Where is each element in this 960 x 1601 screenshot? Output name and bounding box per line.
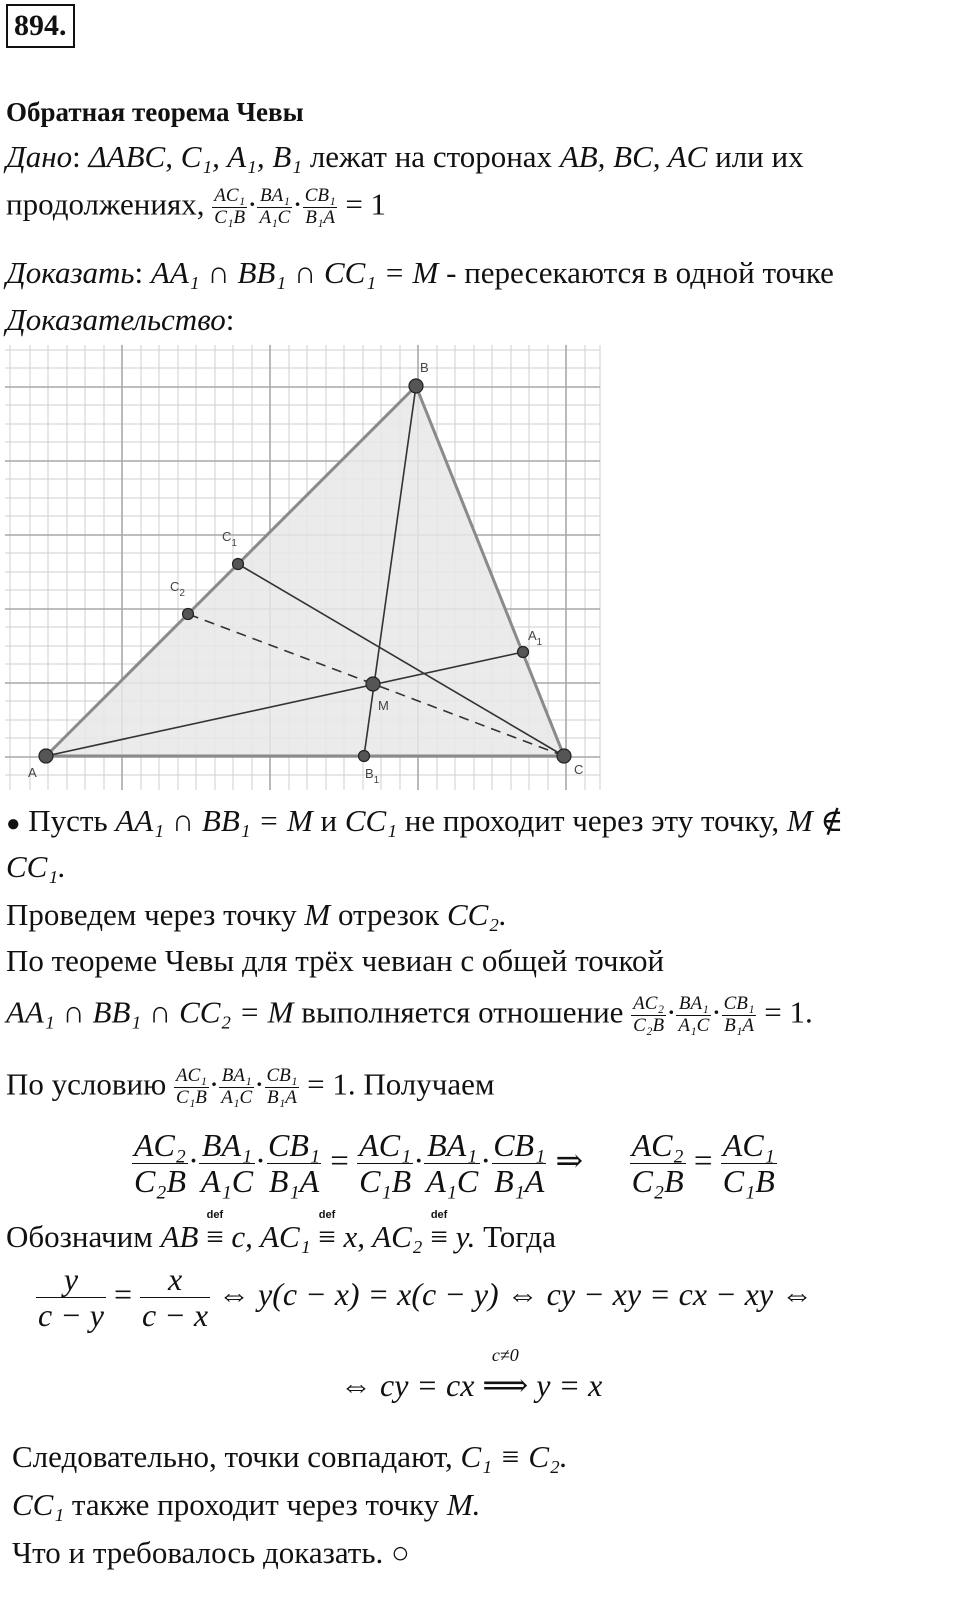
equation-conclusion	[340, 1345, 603, 1403]
label-m: M	[378, 698, 389, 713]
conclusion-2-math-2: M.	[446, 1487, 481, 1522]
step-5-text: По условию	[6, 1066, 175, 1102]
step-2-math-1: M	[304, 897, 331, 932]
step-4-math: AA₁ ∩ BB₁ ∩ CC₂ = M	[6, 994, 294, 1030]
conclusion-1-math: C₁ ≡ C₂.	[460, 1439, 568, 1474]
fraction-denominator: B₁A	[266, 1086, 297, 1108]
eq1-fraction-r1	[357, 1128, 413, 1199]
def-mark: def	[430, 1209, 448, 1221]
step-6-c: c, AC₁	[223, 1219, 311, 1254]
def-equal-icon: def ≡	[206, 1209, 224, 1254]
problem-number: 894.	[6, 4, 75, 48]
prove-text: - пересекаются в одной точке	[438, 255, 834, 290]
bullet-icon: ●	[6, 811, 21, 837]
fraction-numerator: BA₁	[427, 1127, 478, 1163]
fraction-denominator: c − y	[38, 1297, 104, 1334]
label-c1: $C_1$	[222, 529, 237, 549]
fraction-denominator: c − x	[142, 1297, 209, 1334]
step-2-text: Проведем через точку	[6, 897, 305, 932]
conclusion-2-math: CC₁	[12, 1487, 65, 1522]
fraction-denominator: A₁C	[221, 1086, 253, 1108]
fraction-numerator: AC₂	[633, 993, 665, 1014]
def-mark: def	[206, 1209, 224, 1221]
step-5-fraction-3	[264, 1066, 299, 1109]
given-math-1: ΔABC, C₁, A₁, B₁	[88, 139, 303, 174]
step-5-fraction-2	[219, 1066, 254, 1109]
given-fraction-2	[257, 186, 292, 229]
step-1-math-2: CC₁	[344, 803, 398, 838]
eq1-fraction-r3	[491, 1128, 547, 1199]
proof-label: Доказательство	[6, 302, 226, 337]
step-6-text-2: Тогда	[475, 1219, 556, 1254]
step-4-fraction-1	[631, 994, 666, 1037]
fraction-denominator: B₁A	[268, 1163, 320, 1200]
label-c: C	[574, 762, 584, 777]
fraction-numerator: BA₁	[260, 185, 290, 206]
equation-ratio-equality: $\frac{\text{AC₂}}{\text{C₂B}}$ · $\frac{\text{BA₁}}{\text{A₁C}}$ · $\frac{\text{CB₁}}{\text{B₁A}}$ = $\frac{\text{AC₁}}{\text{C₁B}}$ · $\frac{\text{BA₁}}{\text{A₁C}}$ · $\frac{\text{CB₁}}{\text{B₁A}}$ ⇒ $\frac{\text{AC₂}}{\text{C₂B}}$ = $\frac{\text{AC₁}}{\text{C₁B}}$	[134, 1127, 775, 1200]
def-equal-icon: def ≡	[430, 1209, 448, 1254]
def-equal-icon: def ≡	[318, 1209, 336, 1254]
fraction-denominator: C₁B	[176, 1086, 207, 1108]
fraction-numerator: AC₁	[359, 1127, 412, 1163]
fraction-numerator: BA₁	[201, 1127, 253, 1163]
label-b1: $B_1$	[365, 766, 380, 786]
step-6-text: Обозначим	[6, 1219, 161, 1254]
prove-line	[6, 256, 834, 290]
eq2-fraction-1	[36, 1262, 106, 1333]
eq1-fraction-l1	[132, 1128, 188, 1199]
eq3-right: y = x	[536, 1367, 603, 1403]
given-text-1: лежат на сторонах	[302, 139, 560, 174]
prove-colon: :	[134, 255, 144, 290]
fraction-numerator: x	[167, 1261, 183, 1297]
step-6-y: y.	[447, 1219, 476, 1254]
fraction-denominator: C₁B	[359, 1163, 412, 1200]
fraction-numerator: CB₁	[266, 1065, 298, 1086]
fraction-numerator: AC₁	[722, 1127, 775, 1163]
proof-heading	[6, 303, 234, 337]
step-4-fraction-2	[676, 994, 711, 1037]
point-b	[409, 379, 423, 393]
given-label: Дано	[6, 139, 73, 174]
eq2-rest: ⇔ y(c − x) = x(c − y) ⇔ cy − xy = cx − xy ⇔	[218, 1276, 814, 1313]
eq1-fraction-l2	[199, 1128, 255, 1199]
equation-algebra: $\frac{y}{c - y}$ = $\frac{x}{c - x}$ ⇔ y(c − x) = x(c − y) ⇔ cy − xy = cx − xy ⇔	[38, 1261, 814, 1334]
fraction-denominator: A₁C	[678, 1014, 710, 1036]
eq1-fraction-l3	[266, 1128, 322, 1199]
step-1-text-1: Пусть	[20, 803, 116, 838]
label-b: B	[420, 360, 429, 375]
step-6	[6, 1209, 556, 1254]
step-4: AA₁ ∩ BB₁ ∩ CC₂ = M выполняется отношение $\frac{\text{AC₂}}{\text{C₂B}}$ · $\frac{\text{BA₁}}{\text{A₁C}}$ · $\frac{\text{CB₁}}{\text{B₁A}}$ = 1.	[6, 993, 813, 1036]
point-c	[557, 749, 571, 763]
step-4-fraction-3	[722, 994, 757, 1037]
fraction-numerator: BA₁	[221, 1065, 252, 1086]
fraction-denominator: C₂B	[631, 1163, 684, 1200]
fraction-numerator: AC₁	[214, 185, 246, 206]
fraction-denominator: C₁B	[722, 1163, 775, 1200]
given-math-2: AB, BC, AC	[559, 139, 708, 174]
step-6-ab: AB	[160, 1219, 199, 1254]
step-5-fraction-1	[174, 1066, 209, 1109]
conclusion-3: Что и требовалось доказать. ○	[12, 1535, 410, 1570]
fraction-denominator: A₁C	[259, 206, 291, 228]
conclusion-2-text: также проходит через точку	[64, 1487, 447, 1522]
given-text-2: или их	[707, 139, 804, 174]
fraction-numerator: y	[63, 1261, 79, 1297]
step-2-math-2: CC₂.	[446, 897, 507, 932]
point-a1	[518, 647, 529, 658]
arrow-condition: c≠0	[491, 1345, 519, 1365]
conclusion-1-text: Следовательно, точки совпадают,	[12, 1439, 461, 1474]
given-fraction-1	[212, 186, 247, 229]
eq2-fraction-2	[140, 1262, 210, 1333]
point-m	[366, 677, 380, 691]
fraction-denominator: C₂B	[633, 1014, 665, 1036]
step-2-text-2: отрезок	[330, 897, 447, 932]
fraction-denominator: B₁A	[724, 1014, 754, 1036]
fraction-denominator: A₁C	[426, 1163, 479, 1200]
label-a: A	[28, 765, 37, 780]
eq3-left: ⇔ cy = cx	[340, 1367, 475, 1403]
fraction-numerator: AC₂	[631, 1127, 684, 1163]
fraction-denominator: A₁C	[201, 1163, 254, 1200]
label-c2: $C_2$	[170, 579, 185, 599]
prove-math: AA₁ ∩ BB₁ ∩ CC₁ = M	[150, 255, 439, 290]
step-5-equals: = 1.	[307, 1066, 356, 1102]
step-4-equals: = 1.	[764, 994, 813, 1030]
fraction-numerator: CB₁	[304, 185, 336, 206]
fraction-denominator: B₁A	[494, 1163, 545, 1200]
fraction-numerator: BA₁	[678, 993, 709, 1014]
step-1-line-1	[6, 804, 843, 838]
step-1-line-2: CC₁.	[6, 849, 66, 884]
step-1-math-3: M ∉	[786, 803, 844, 838]
given-equals: = 1	[345, 186, 387, 222]
triangle-figure	[0, 340, 610, 795]
eq1-fraction-f1	[630, 1128, 686, 1199]
prove-label: Доказать	[6, 255, 135, 290]
given-line-2: продолжениях, $\frac{\text{AC₁}}{\text{C₁B}}$ · $\frac{\text{BA₁}}{\text{A₁C}}$ · $\frac{\text{CB₁}}{\text{B₁A}}$ = 1	[6, 185, 387, 228]
given-line-1	[6, 140, 804, 174]
point-b1	[359, 751, 370, 762]
eq1-fraction-f2	[721, 1128, 777, 1199]
step-4-text: выполняется отношение	[293, 994, 632, 1030]
def-mark: def	[318, 1209, 336, 1221]
fraction-denominator: C₂B	[134, 1163, 187, 1200]
fraction-numerator: AC₁	[176, 1065, 207, 1086]
point-a	[39, 749, 53, 763]
implies-icon: ⇒	[555, 1143, 584, 1180]
fraction-numerator: AC₂	[134, 1127, 187, 1163]
proof-colon: :	[225, 302, 235, 337]
step-5-text-2: Получаем	[355, 1066, 495, 1102]
step-5: По условию $\frac{\text{AC₁}}{\text{C₁B}}$ · $\frac{\text{BA₁}}{\text{A₁C}}$ · $\frac{\text{CB₁}}{\text{B₁A}}$ = 1. Получаем	[6, 1065, 495, 1108]
label-a1: $A_1$	[528, 628, 543, 648]
arrow-glyph: ⟹	[482, 1367, 529, 1403]
theorem-title: Обратная теорема Чевы	[6, 97, 304, 127]
fraction-numerator: CB₁	[268, 1127, 321, 1163]
conclusion-1	[12, 1440, 568, 1474]
eq1-fraction-r2	[424, 1128, 480, 1199]
step-2	[6, 898, 507, 932]
fraction-denominator: B₁A	[305, 206, 336, 228]
step-1-math-1: AA₁ ∩ BB₁ = M	[115, 803, 313, 838]
given-fraction-3	[303, 186, 338, 229]
point-c1	[233, 559, 244, 570]
given-colon: :	[72, 139, 81, 174]
conclusion-2	[12, 1488, 480, 1522]
fraction-numerator: CB₁	[723, 993, 755, 1014]
given-text-3: продолжениях,	[6, 186, 205, 222]
step-1-text-2: и	[312, 803, 345, 838]
step-3: По теореме Чевы для трёх чевиан с общей точкой	[6, 943, 665, 978]
implies-arrow-icon	[482, 1345, 529, 1403]
fraction-denominator: C₁B	[214, 206, 246, 228]
point-c2	[183, 609, 194, 620]
fraction-numerator: CB₁	[493, 1127, 546, 1163]
step-6-x: x, AC₂	[335, 1219, 423, 1254]
step-1-text-3: не проходит через эту точку,	[397, 803, 787, 838]
